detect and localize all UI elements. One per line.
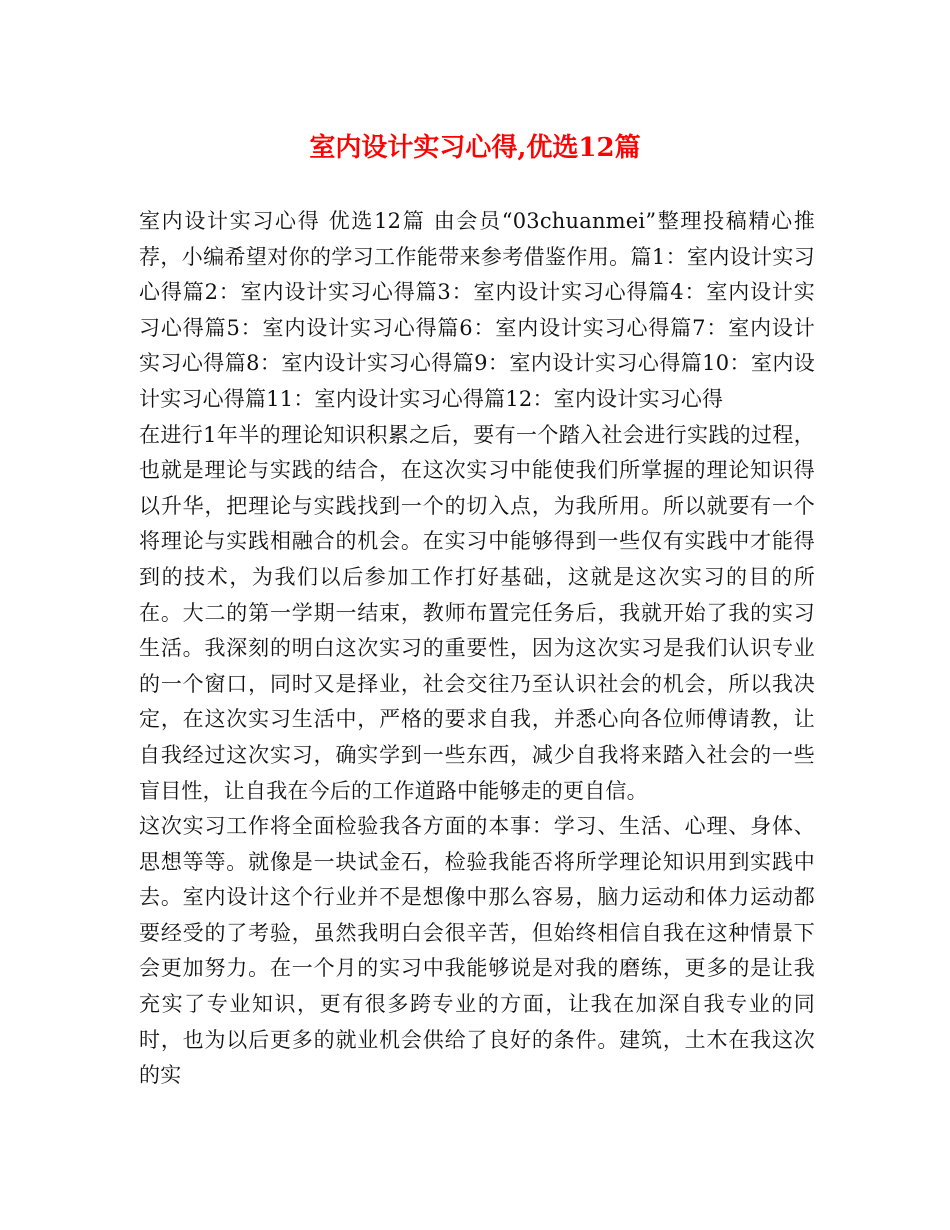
paragraph-internship-test: 这次实习工作将全面检验我各方面的本事：学习、生活、心理、身体、思想等等。就像是一块试金石，检验我能否将所学理论知识用到实践中去。室内设计这个行业并不是想像中那么容易，脑力运动和体力运动都要经受的了考验，虽然我明白会很辛苦，但始终相信自我在这种情景下会更加努力。在一个月的实习中我能够说是对我的磨练，更多的是让我充实了专业知识，更有很多跨专业的方面，让我在加深自我专业的同时，也为以后更多的就业机会供给了良好的条件。建筑，土木在我这次的实	[139, 814, 815, 1088]
document-body	[139, 204, 815, 1094]
paragraph-internship-purpose: 在进行1年半的理论知识积累之后，要有一个踏入社会进行实践的过程，也就是理论与实践的结合，在这次实习中能使我们所掌握的理论知识得以升华，把理论与实践找到一个的切入点，为我所用。所以就要有一个将理论与实践相融合的机会。在实习中能够得到一些仅有实践中才能得到的技术，为我们以后参加工作打好基础，这就是这次实习的目的所在。大二的第一学期一结束，教师布置完任务后，我就开始了我的实习生活。我深刻的明白这次实习的重要性，因为这次实习是我们认识专业的一个窗口，同时又是择业，社会交往乃至认识社会的机会，所以我决定，在这次实习生活中，严格的要求自我，并悉心向各位师傅请教，让自我经过这次实习，确实学到一些东西，减少自我将来踏入社会的一些盲目性，让自我在今后的工作道路中能够走的更自信。	[139, 422, 815, 803]
paragraph-intro: 室内设计实习心得 优选12篇 由会员“03chuanmei”整理投稿精心推荐，小编希望对你的学习工作能带来参考借鉴作用。篇1：室内设计实习心得篇2：室内设计实习心得篇3：室内设计实习心得篇4：室内设计实习心得篇5：室内设计实习心得篇6：室内设计实习心得篇7：室内设计实习心得篇8：室内设计实习心得篇9：室内设计实习心得篇10：室内设计实习心得篇11：室内设计实习心得篇12：室内设计实习心得	[139, 209, 815, 411]
document-title: 室内设计实习心得,优选12篇	[309, 133, 641, 163]
